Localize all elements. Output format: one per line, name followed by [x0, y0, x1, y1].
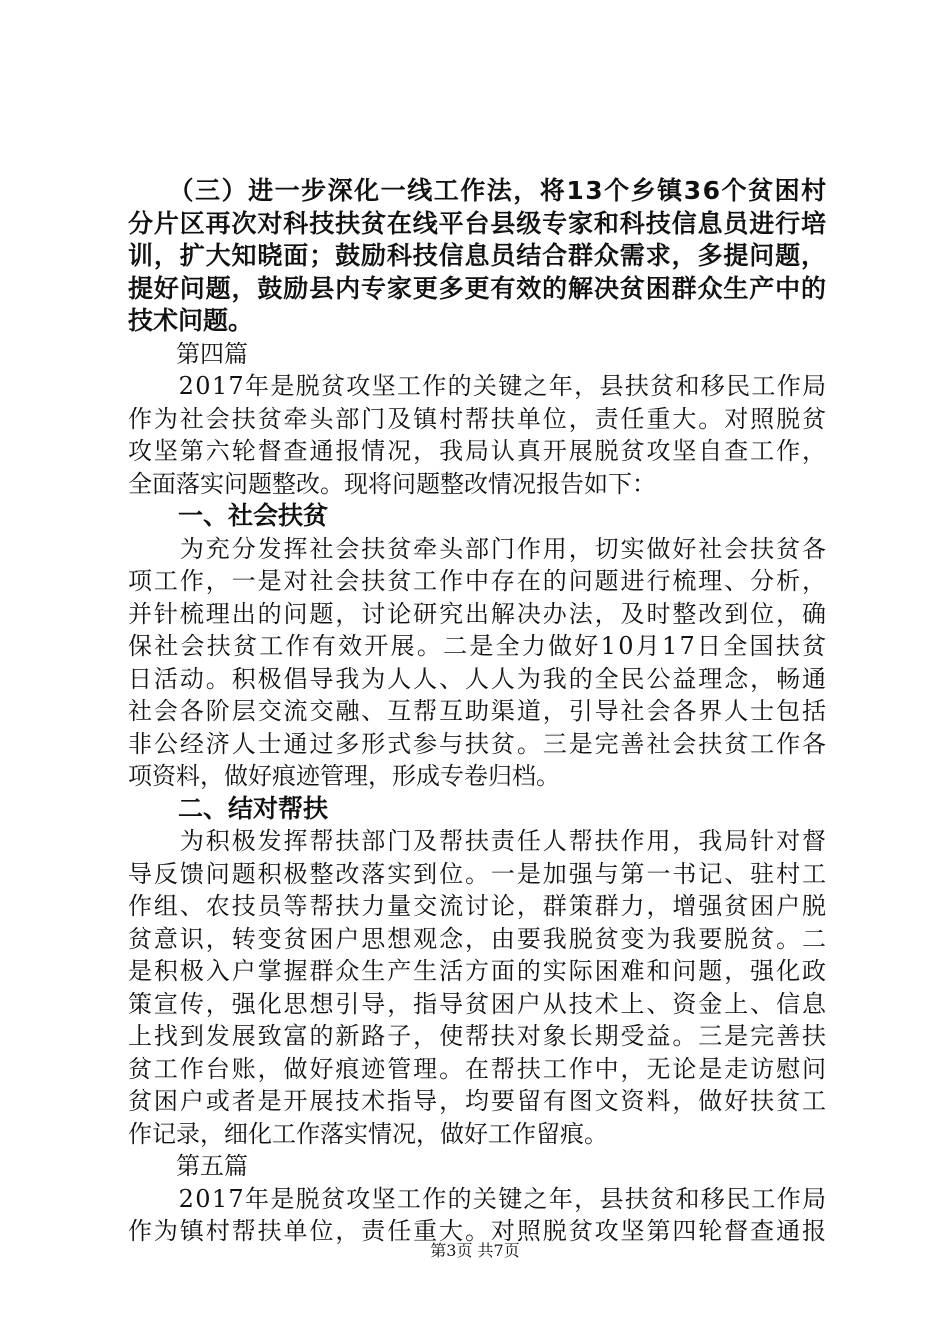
text-line: 第四篇: [128, 339, 248, 368]
bold-text-line: （三）进一步深化一线工作法，将13个乡镇36个贫困村: [128, 176, 828, 205]
text-line: 上找到发展致富的新路子，使帮扶对象长期受益。三是完善扶: [128, 1022, 828, 1050]
text-line: 2017年是脱贫攻坚工作的关键之年，县扶贫和移民工作局: [128, 1184, 828, 1213]
text-line: 作记录，细化工作落实情况，做好工作留痕。: [128, 1119, 608, 1148]
text-line: 贫困户或者是开展技术指导，均要留有图文资料，做好扶贫工: [128, 1087, 828, 1115]
text-line: 作组、农技员等帮扶力量交流讨论，群策群力，增强贫困户脱: [128, 892, 828, 920]
bold-text-line: 二、结对帮扶: [128, 793, 329, 823]
text-line: 日活动。积极倡导我为人人、人人为我的全民公益理念，畅通: [128, 664, 828, 693]
text-line: 导反馈问题积极整改落实到位。一是加强与第一书记、驻村工: [128, 859, 828, 888]
bold-text-line: 分片区再次对科技扶贫在线平台县级专家和科技信息员进行培: [128, 208, 827, 238]
text-line: 保社会扶贫工作有效开展。二是全力做好10月17日全国扶贫: [128, 632, 829, 660]
text-line: 为积极发挥帮扶部门及帮扶责任人帮扶作用，我局针对督: [128, 827, 828, 855]
text-line: 非公经济人士通过多形式参与扶贫。三是完善社会扶贫工作各: [128, 729, 828, 758]
text-line: 攻坚第六轮督查通报情况，我局认真开展脱贫攻坚自查工作，: [128, 437, 828, 465]
text-line: 第五篇: [128, 1152, 248, 1180]
text-line: 作为镇村帮扶单位，责任重大。对照脱贫攻坚第四轮督查通报: [128, 1217, 828, 1245]
bold-text-line: 提好问题，鼓励县内专家更多更有效的解决贫困群众生产中的: [128, 273, 827, 303]
bold-text-line: 技术问题。: [128, 306, 254, 335]
bold-text-line: 训，扩大知晓面；鼓励科技信息员结合群众需求，多提问题，: [128, 241, 827, 270]
text-line: 贫工作台账，做好痕迹管理。在帮扶工作中，无论是走访慰问: [128, 1054, 828, 1083]
text-line: 为充分发挥社会扶贫牵头部门作用，切实做好社会扶贫各: [128, 534, 828, 563]
text-line: 2017年是脱贫攻坚工作的关键之年，县扶贫和移民工作局: [128, 372, 828, 400]
text-line: 全面落实问题整改。现将问题整改情况报告如下：: [128, 469, 656, 498]
page-footer: 第3页 共7页: [430, 1241, 520, 1260]
text-line: 项工作，一是对社会扶贫工作中存在的问题进行梳理、分析，: [128, 567, 828, 595]
text-line: 贫意识，转变贫困户思想观念，由要我脱贫变为我要脱贫。二: [128, 924, 828, 953]
text-line: 并针梳理出的问题，讨论研究出解决办法，及时整改到位，确: [128, 599, 828, 628]
text-line: 项资料，做好痕迹管理，形成专卷归档。: [128, 762, 560, 790]
text-line: 社会各阶层交流交融、互帮互助渠道，引导社会各界人士包括: [128, 697, 828, 725]
text-line: 策宣传，强化思想引导，指导贫困户从技术上、资金上、信息: [128, 989, 828, 1018]
bold-text-line: 一、社会扶贫: [128, 501, 329, 530]
text-line: 作为社会扶贫牵头部门及镇村帮扶单位，责任重大。对照脱贫: [128, 404, 828, 433]
text-line: 是积极入户掌握群众生产生活方面的实际困难和问题，强化政: [128, 957, 828, 985]
